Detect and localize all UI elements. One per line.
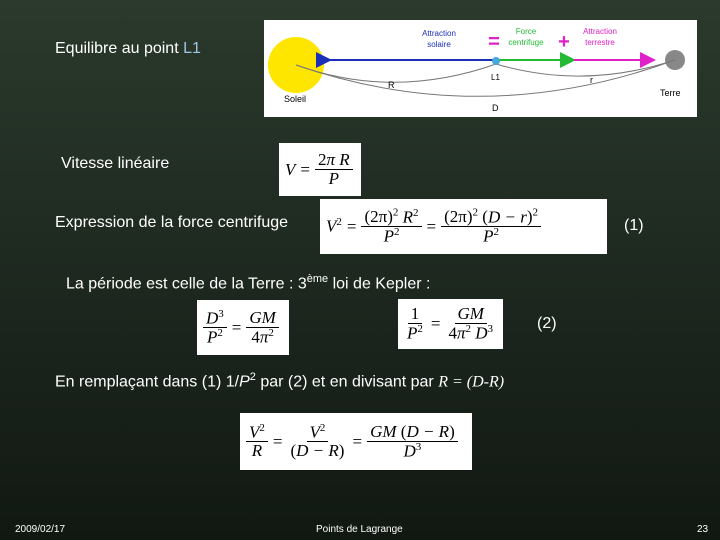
equation-1-tag: (1) — [624, 217, 644, 234]
eq-fraction-2: $\frac{GM}{4\pi^2}$ — [246, 309, 278, 346]
label-attraction-terrestre-2: terrestre — [585, 38, 615, 47]
slide-title-highlight: L1 — [183, 40, 201, 57]
substitution-P: P — [239, 373, 250, 391]
kepler-label — [66, 273, 430, 293]
label-force-centrifuge-2: centrifuge — [508, 38, 544, 47]
orbit-r — [296, 64, 496, 82]
slide-title-text: Equilibre au point — [55, 40, 184, 57]
label-attraction-solaire-1: Attraction — [422, 29, 456, 38]
label-r: r — [590, 75, 593, 85]
eq-op: = — [231, 317, 242, 337]
label-plus: + — [558, 31, 570, 53]
label-attraction-terrestre-1: Attraction — [583, 27, 617, 36]
footer-page-number: 23 — [697, 524, 709, 535]
eq-fraction-1: $\frac{V^2}{R}$ — [246, 423, 268, 460]
eq-op: = — [430, 314, 441, 333]
footer-title: Points de Lagrange — [316, 524, 403, 535]
label-L1: L1 — [491, 73, 500, 82]
label-attraction-solaire-2: solaire — [427, 40, 451, 49]
vitesse-label: Vitesse linéaire — [61, 155, 170, 172]
eq-op: = — [300, 159, 310, 179]
period-equation — [398, 299, 503, 349]
velocity-equation — [279, 143, 361, 196]
centrifugal-equation — [320, 199, 607, 254]
l1-diagram — [264, 20, 697, 117]
substitution-formula: R = (D-R) — [438, 373, 505, 391]
label-force-centrifuge-1: Force — [515, 27, 537, 36]
kepler-sup: ème — [306, 273, 329, 285]
substitution-label — [55, 371, 504, 391]
eq-fraction-1: $\frac{D^3}{P^2}$ — [203, 309, 227, 347]
eq-fraction-2: $\frac{(2\pi)^2 (D - r)^2}{P^2}$ — [441, 208, 541, 246]
substitution-text-2: par (2) et en divisant par — [255, 373, 439, 391]
eq-var: V — [285, 159, 296, 179]
eq-var: $V^2$ — [326, 216, 342, 236]
kepler-text: La période est celle de la Terre : 3 — [66, 275, 307, 293]
orbit-small-r — [496, 60, 675, 76]
label-equals: = — [488, 31, 500, 53]
eq-fraction: $\frac{\text{2π R}}{P}$ — [315, 151, 353, 188]
label-soleil: Soleil — [284, 94, 307, 104]
l1-point-icon — [492, 57, 500, 65]
l1-diagram-svg — [264, 20, 697, 117]
eq-op: = — [272, 431, 283, 451]
kepler-suffix: loi de Kepler : — [328, 275, 431, 293]
eq-fraction-2: $\frac{V^2}{(D - R)}$ — [290, 421, 345, 461]
label-D: D — [492, 103, 499, 113]
orbit-d — [296, 60, 675, 96]
eq-fraction-2: $\frac{GM}{4\pi^2 D^3}$ — [448, 304, 494, 343]
eq-fraction-1: $\frac{(2\pi)^2 R^2}{P^2}$ — [361, 208, 421, 246]
substitution-sup: 2 — [249, 371, 256, 383]
eq-op: = — [426, 216, 437, 236]
force-label: Expression de la force centrifuge — [55, 214, 289, 231]
equation-2-tag: (2) — [537, 315, 557, 332]
footer-date: 2009/02/17 — [15, 524, 66, 535]
substitution-text-1: En remplaçant dans (1) 1/ — [55, 373, 240, 391]
eq-op: = — [346, 216, 357, 236]
slide-title — [55, 40, 201, 58]
eq-op: = — [352, 431, 363, 451]
label-terre: Terre — [660, 88, 681, 98]
eq-fraction-3: $\frac{GM (D - R)}{D^3}$ — [367, 423, 458, 460]
eq-fraction-1: $\frac{1}{P^2}$ — [407, 304, 423, 343]
label-R: R — [388, 80, 395, 90]
final-equation — [240, 413, 472, 470]
kepler-equation — [197, 300, 289, 355]
